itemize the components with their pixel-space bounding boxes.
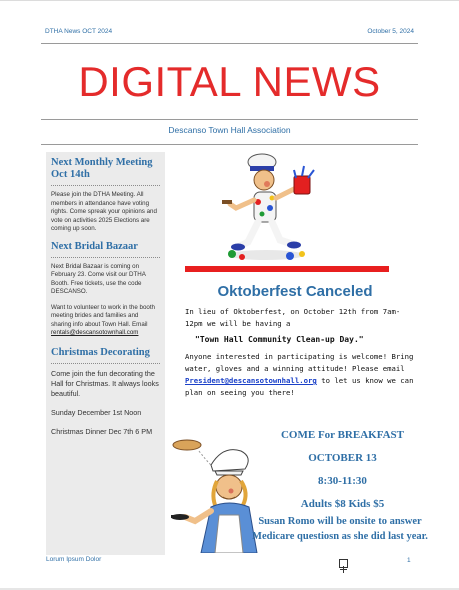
sidebar-christmas-text: Come join the fun decorating the Hall for Christmas. It always looks beautiful. [51, 368, 159, 398]
article-paragraph [185, 351, 415, 399]
move-handle-icon[interactable] [339, 559, 348, 568]
page-number: 1 [407, 557, 411, 564]
sidebar-heading-meeting: Next Monthly Meeting Oct 14th [51, 157, 153, 180]
president-email-link[interactable]: President@descansotownhall.org [185, 376, 317, 385]
article-body [185, 306, 415, 399]
header-rule [41, 43, 418, 44]
breakfast-prices: Adults $8 Kids $5 [300, 498, 385, 510]
sidebar-christmas-dinner: Christmas Dinner Dec 7th 6 PM [51, 426, 153, 436]
medicare-notice: Susan Romo will be onsite to answer Medicare questiosn as she did last year. [252, 516, 428, 542]
sidebar-bazaar-text: Next Bridal Bazaar is coming on February 23. Come visit our DTHA Booth. Free tickets, use the code DESCANSO. [51, 262, 146, 295]
masthead-rule-top [41, 119, 418, 120]
sidebar [46, 152, 165, 555]
article-divider-bar [185, 266, 389, 272]
header-date: October 5, 2024 [367, 28, 414, 35]
footer-text: Lorum Ipsum Dolor [46, 556, 102, 563]
sidebar-volunteer-text [51, 304, 160, 338]
sidebar-divider [51, 363, 160, 364]
article-body-text: Anyone interested in participating is welcome! Bring water, gloves and a winning attitude! Please email [185, 352, 414, 373]
article-tail-text: to let us know we can plan on seeing you there! [185, 376, 414, 397]
article-title: Oktoberfest Canceled [217, 283, 373, 300]
painter-clipart-icon [218, 150, 328, 262]
sidebar-christmas-date: Sunday December 1st Noon [51, 407, 142, 417]
article-quote: "Town Hall Community Clean-up Day." [195, 335, 364, 344]
breakfast-announcement [255, 424, 430, 516]
masthead-rule-bottom [41, 144, 418, 145]
breakfast-headline: COME For BREAKFAST [280, 429, 405, 441]
masthead-title: DIGITAL NEWS [78, 58, 381, 105]
rentals-email-link[interactable]: rentals@descansotownhall.com [51, 329, 139, 336]
sidebar-heading-christmas: Christmas Decorating [51, 346, 150, 358]
sidebar-meeting-text: Please join the DTHA Meeting. All members in attendance have voting rights. Come spreak your opinions and vote on activities 2025 Elections are coming up soon. [51, 191, 157, 232]
breakfast-date: OCTOBER 13 [308, 452, 377, 464]
sidebar-volunteer-copy: Want to volunteer to work in the booth meeting brides and families and sharing info about Town Hall. Email [51, 303, 155, 328]
article-intro: In lieu of Oktoberfest, on October 12th from 7am-12pm we will be having a [185, 307, 401, 328]
sidebar-divider [51, 257, 160, 258]
header-newsletter-name: DTHA News OCT 2024 [45, 28, 113, 35]
crosshair-icon [340, 566, 347, 573]
masthead-subtitle: Descanso Town Hall Association [168, 125, 291, 135]
sidebar-divider [51, 185, 160, 186]
page-top-edge [0, 0, 459, 1]
sidebar-heading-bazaar: Next Bridal Bazaar [51, 240, 138, 252]
breakfast-time: 8:30-11:30 [318, 475, 367, 487]
